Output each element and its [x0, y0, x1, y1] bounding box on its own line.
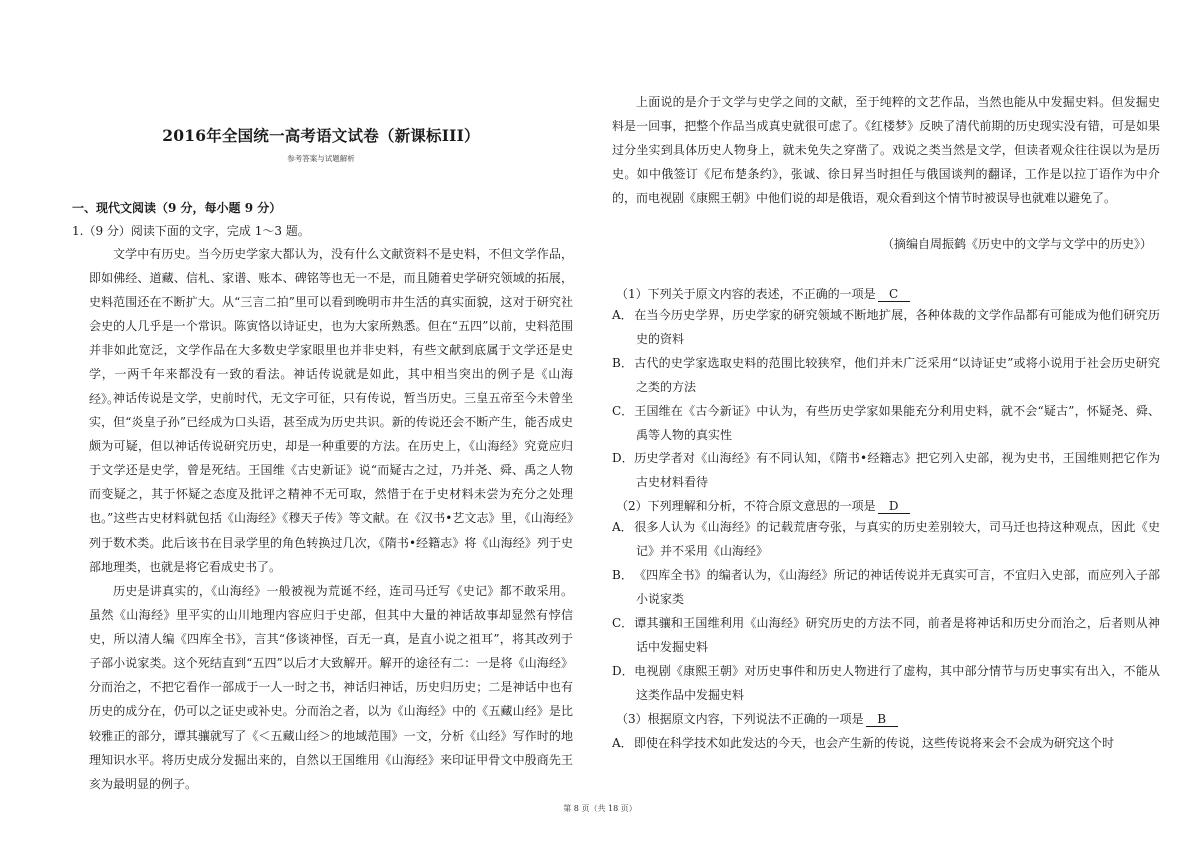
question-1-option-a — [612, 303, 1160, 351]
option-label: C． — [612, 616, 634, 630]
page-title: 2016年全国统一高考语文试卷（新课标III） — [162, 126, 480, 145]
question-3-option-a — [612, 731, 1160, 755]
option-text: 古代的史学家选取史料的范围比较狭窄，他们并未广泛采用“以诗证史”或将小说用于社会历史研究之类的方法 — [634, 356, 1160, 395]
option-label: D． — [612, 451, 634, 465]
question-1-option-c — [612, 399, 1160, 447]
page-footer: 第 8 页（共 18 页） — [563, 804, 637, 813]
option-label: A． — [612, 308, 633, 322]
option-label: A． — [612, 736, 633, 750]
question-3-text: （3）根据原文内容，下列说法不正确的一项是 — [616, 712, 864, 726]
page-subtitle: 参考答案与试题解析 — [287, 154, 355, 163]
option-text: 《四库全书》的编者认为，《山海经》所记的神话传说并无真实可言，不宜归入史部，而应列入子部小说家类 — [634, 568, 1160, 607]
question-2-option-c — [612, 611, 1160, 659]
option-label: B． — [612, 356, 633, 370]
option-text: 即使在科学技术如此发达的今天，也会产生新的传说，这些传说将来会不会成为研究这个时 — [634, 736, 1115, 750]
passage-paragraph-4: 上面说的是介于文学与史学之间的文献，至于纯粹的文艺作品，当然也能从中发掘史料。但发掘史料是一回事，把整个作品当成真史就很可虑了。《红楼梦》反映了清代前期的历史现实没有错，可是如果过分坐实到具体历史人物身上，就未免失之穿凿了。戏说之类当然是文学，但读者观众往往误以为是历史。如中俄签订《尼布楚条约》，张诚、徐日昇当时担任与俄国谈判的翻译，工作是以拉丁语作为中介的，而电视剧《康熙王朝》中他们说的却是俄语，观众看到这个情节时被误导也就难以避免了。 — [612, 95, 1160, 206]
question-2-text: （2）下列理解和分析，不符合原文意思的一项是 — [616, 499, 876, 513]
question-1-stem — [616, 285, 910, 302]
option-text: 历史学者对《山海经》有不同认知，《隋书•经籍志》把它列入史部，视为史书，王国维则把它作为古史材料看待 — [634, 451, 1160, 490]
option-text: 王国维在《古今新证》中认为，有些历史学家如果能充分利用史料，就不会“疑古”，怀疑尧、舜、禹等人物的真实性 — [634, 404, 1160, 443]
option-text: 很多人认为《山海经》的记载荒唐夸张，与真实的历史差别较大，司马迁也持这种观点，因此《史记》并不采用《山海经》 — [634, 520, 1160, 559]
option-text: 在当今历史学界，历史学家的研究领域不断地扩展，各种体裁的文学作品都有可能成为他们研究历史的资料 — [634, 308, 1160, 347]
option-label: B． — [612, 568, 633, 582]
passage-source: （摘编自周振鹤《历史中的文学与文学中的历史》） — [881, 237, 1152, 251]
question-2-option-a — [612, 515, 1160, 563]
option-text: 谭其骧和王国维利用《山海经》研究历史的方法不同，前者是将神话和历史分而治之，后者则从神话中发掘史料 — [634, 616, 1160, 655]
question-1-text: （1）下列关于原文内容的表述，不正确的一项是 — [616, 287, 876, 301]
option-label: A． — [612, 520, 633, 534]
passage-paragraph-3: 历史是讲真实的，《山海经》一般被视为荒诞不经，连司马迁写《史记》都不敢采用。虽然《山海经》里平实的山川地理内容应归于史部，但其中大量的神话故事却显然有悖信史，所以清人编《四库全书》，言其“侈谈神怪，百无一真，是直小说之祖耳”，将其改列于子部小说家类。这个死结直到“五四”以后才大致解开。解开的途径有二：一是将《山海经》分而治之，不把它看作一部成于一人一时之书，神话归神话，历史归历史；二是神话中也有历史的成分在，仍可以之证史或补史。分而治之者，以为《山海经》中的《五藏山经》是比较雅正的部分，谭其骧就写了《＜五藏山经＞的地域范围》一文，分析《山经》写作时的地理知识水平。将历史成分发掘出来的，自然以王国维用《山海经》来印证甲骨文中殷商先王亥为最明显的例子。 — [89, 584, 573, 791]
question-1-option-b — [612, 351, 1160, 399]
option-text: 电视剧《康熙王朝》对历史事件和历史人物进行了虚构，其中部分情节与历史事实有出入，不能从这类作品中发掘史料 — [634, 664, 1160, 703]
option-label: C． — [612, 404, 634, 418]
question-2-option-d — [612, 659, 1160, 707]
question-1-answer: C — [878, 287, 910, 302]
question-3-stem — [616, 710, 898, 727]
passage-paragraph-2: 神话传说是文学，史前时代，无文字可征，只有传说，暂当历史。三皇五帝至今未曾坐实，但“炎皇子孙”已经成为口头语，甚至成为历史共识。新的传说还会不断产生，能否成史颇为可疑，但以神话传说研究历史，却是一种重要的方法。在历史上，《山海经》究竟应归于文学还是史学，曾是死结。王国维《古史新证》说“而疑古之过，乃并尧、舜、禹之人物而变疑之，其于怀疑之态度及批评之精神不无可取，然惜于在于史材料未尝为充分之处理也。”这些古史材料就包括《山海经》《穆天子传》等文献。在《汉书•艺文志》里，《山海经》列于数术类。此后该书在目录学里的角色转换过几次，《隋书•经籍志》将《山海经》列于史部地理类，也就是将它看成史书了。 — [89, 391, 573, 574]
question-1-option-d — [612, 446, 1160, 494]
question-3-answer: B — [866, 712, 898, 727]
option-label: D． — [612, 664, 634, 678]
question-2-option-b — [612, 563, 1160, 611]
question-2-stem — [616, 497, 910, 514]
question-heading: 1.（9 分）阅读下面的文字，完成 1～3 题。 — [72, 224, 310, 238]
passage-paragraph-1: 文学中有历史。当今历史学家大都认为，没有什么文献资料不是史料，不但文学作品，即如佛经、道藏、信札、家谱、账本、碑铭等也无一不是，而且随着史学研究领域的拓展，史料范围还在不断扩大。从“三言二拍”里可以看到晚明市井生活的真实面貌，这对于研究社会史的人几乎是一个常识。陈寅恪以诗证史，也为大家所熟悉。但在“五四”以前，史料范围并非如此宽泛，文学作品在大多数史学家眼里也并非史料，有些文献到底属于文学还是史学，一两千年来都没有一致的看法。神话传说就是如此，其中相当突出的例子是《山海经》。 — [89, 247, 573, 406]
question-2-answer: D — [878, 499, 910, 514]
section-heading: 一、现代文阅读（9 分，每小题 9 分） — [72, 201, 282, 215]
